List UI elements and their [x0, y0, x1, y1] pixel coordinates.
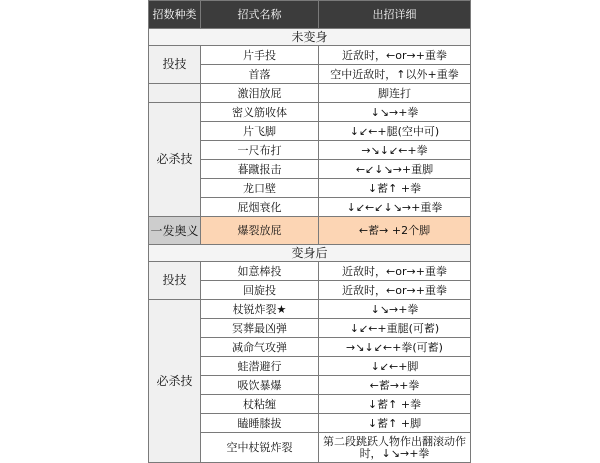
move-command: 近敌时，←or→+重拳 — [319, 46, 471, 65]
category-cell: 必杀技 — [149, 300, 201, 463]
category-cell: 必杀技 — [149, 103, 201, 217]
move-command: 空中近敌时，↑以外+重拳 — [319, 65, 471, 84]
move-name: 瞌睡膝拔 — [201, 414, 319, 433]
move-name: 一尺布打 — [201, 141, 319, 160]
table-row — [149, 46, 471, 65]
move-name: 减命气攻弹 — [201, 338, 319, 357]
move-command: ↓↙←+腿(空中可) — [319, 122, 471, 141]
move-command: ↓↙←+重腿(可蓄) — [319, 319, 471, 338]
move-name: 暮蹴报击 — [201, 160, 319, 179]
table-row — [149, 262, 471, 281]
header-move-name: 招式名称 — [201, 1, 319, 29]
move-name: 激泪放屁 — [201, 84, 319, 103]
move-command: ↓↙←↙↓↘→+重拳 — [319, 198, 471, 217]
table-row — [149, 84, 471, 103]
move-command: 近敌时，←or→+重拳 — [319, 281, 471, 300]
move-name: 屁烟衰化 — [201, 198, 319, 217]
move-command: ↓蓄↑ +拳 — [319, 179, 471, 198]
move-command: ↓蓄↑ +拳 — [319, 395, 471, 414]
move-command: 脚连打 — [319, 84, 471, 103]
move-name: 冥葬最凶弹 — [201, 319, 319, 338]
move-name: 龙口壁 — [201, 179, 319, 198]
move-name: 爆裂放屁 — [201, 217, 319, 245]
move-name: 密义筋收体 — [201, 103, 319, 122]
move-command: →↘↓↙←+拳(可蓄) — [319, 338, 471, 357]
table-row — [149, 300, 471, 319]
move-name: 片手投 — [201, 46, 319, 65]
move-list-table — [148, 0, 471, 463]
section-row — [149, 29, 471, 46]
section-title: 变身后 — [149, 245, 471, 262]
move-command: ↓蓄↑ +脚 — [319, 414, 471, 433]
table-header-row — [149, 1, 471, 29]
move-command: 近敌时，←or→+重拳 — [319, 262, 471, 281]
header-command: 出招详细 — [319, 1, 471, 29]
move-command: ↓↘→+拳 — [319, 103, 471, 122]
header-category: 招数种类 — [149, 1, 201, 29]
move-command: ↓↙←+脚 — [319, 357, 471, 376]
move-name: 片飞脚 — [201, 122, 319, 141]
category-cell: 投技 — [149, 262, 201, 300]
category-cell — [149, 84, 201, 103]
category-cell: 投技 — [149, 46, 201, 84]
move-command: ←↙↓↘→+重脚 — [319, 160, 471, 179]
section-title: 未变身 — [149, 29, 471, 46]
section-row — [149, 245, 471, 262]
move-name: 蛙潜避行 — [201, 357, 319, 376]
move-name: 空中杖锐炸裂 — [201, 433, 319, 463]
move-command: →↘↓↙←+拳 — [319, 141, 471, 160]
table-row — [149, 103, 471, 122]
move-name: 回旋投 — [201, 281, 319, 300]
move-command: ↓↘→+拳 — [319, 300, 471, 319]
move-name: 杖锐炸裂★ — [201, 300, 319, 319]
move-command: 第二段跳跃人物作出翻滚动作时，↓↘→+拳 — [319, 433, 471, 463]
move-name: 首落 — [201, 65, 319, 84]
table-row-highlight — [149, 217, 471, 245]
move-name: 吸饮暴爆 — [201, 376, 319, 395]
move-command: ←蓄→ +2个脚 — [319, 217, 471, 245]
category-cell: 一发奥义 — [149, 217, 201, 245]
move-name: 如意棒投 — [201, 262, 319, 281]
move-command: ←蓄→+拳 — [319, 376, 471, 395]
move-name: 杖粘缠 — [201, 395, 319, 414]
